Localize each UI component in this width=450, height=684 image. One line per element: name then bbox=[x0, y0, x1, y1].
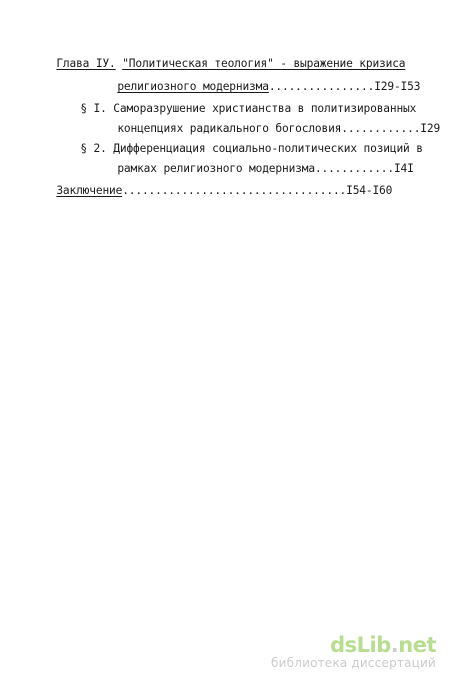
section-1-page: I29 bbox=[420, 122, 441, 135]
chapter-title-line2: религиозного модернизма bbox=[117, 80, 269, 93]
chapter-leader: ................ bbox=[268, 80, 375, 93]
section-1-title-line1: Саморазрушение христианства в политизированных bbox=[113, 102, 417, 115]
watermark-brand bbox=[271, 634, 436, 656]
watermark-brand-dot: . bbox=[390, 633, 399, 657]
section-1-title-line2: концепциях радикального богословия bbox=[117, 122, 342, 135]
conclusion-leader: .................................. bbox=[122, 184, 347, 197]
section-2-number: § 2. bbox=[80, 142, 107, 155]
section-2-leader: ............ bbox=[314, 162, 394, 175]
section-2-title-line2: рамках религиозного модернизма bbox=[117, 162, 315, 175]
watermark-brand-tld: net bbox=[398, 633, 436, 657]
site-watermark bbox=[271, 634, 436, 670]
section-1-number: § I. bbox=[80, 102, 107, 115]
chapter-title-line1: "Политическая теология" - выражение кризиса bbox=[122, 57, 406, 70]
section-2-title-line1: Дифференциация социально-политических позиций в bbox=[113, 142, 423, 155]
chapter-pages: I29-I53 bbox=[374, 80, 421, 93]
conclusion-line bbox=[30, 170, 392, 212]
conclusion-label: Заключение bbox=[56, 184, 123, 197]
watermark-brand-main: dsLib bbox=[330, 633, 391, 657]
conclusion-pages: I54-I60 bbox=[346, 184, 393, 197]
watermark-subtitle: библиотека диссертаций bbox=[271, 656, 436, 670]
chapter-label: Глава IУ. bbox=[56, 57, 116, 70]
section-2-page: I4I bbox=[393, 162, 414, 175]
section-1-leader: ............ bbox=[341, 122, 421, 135]
